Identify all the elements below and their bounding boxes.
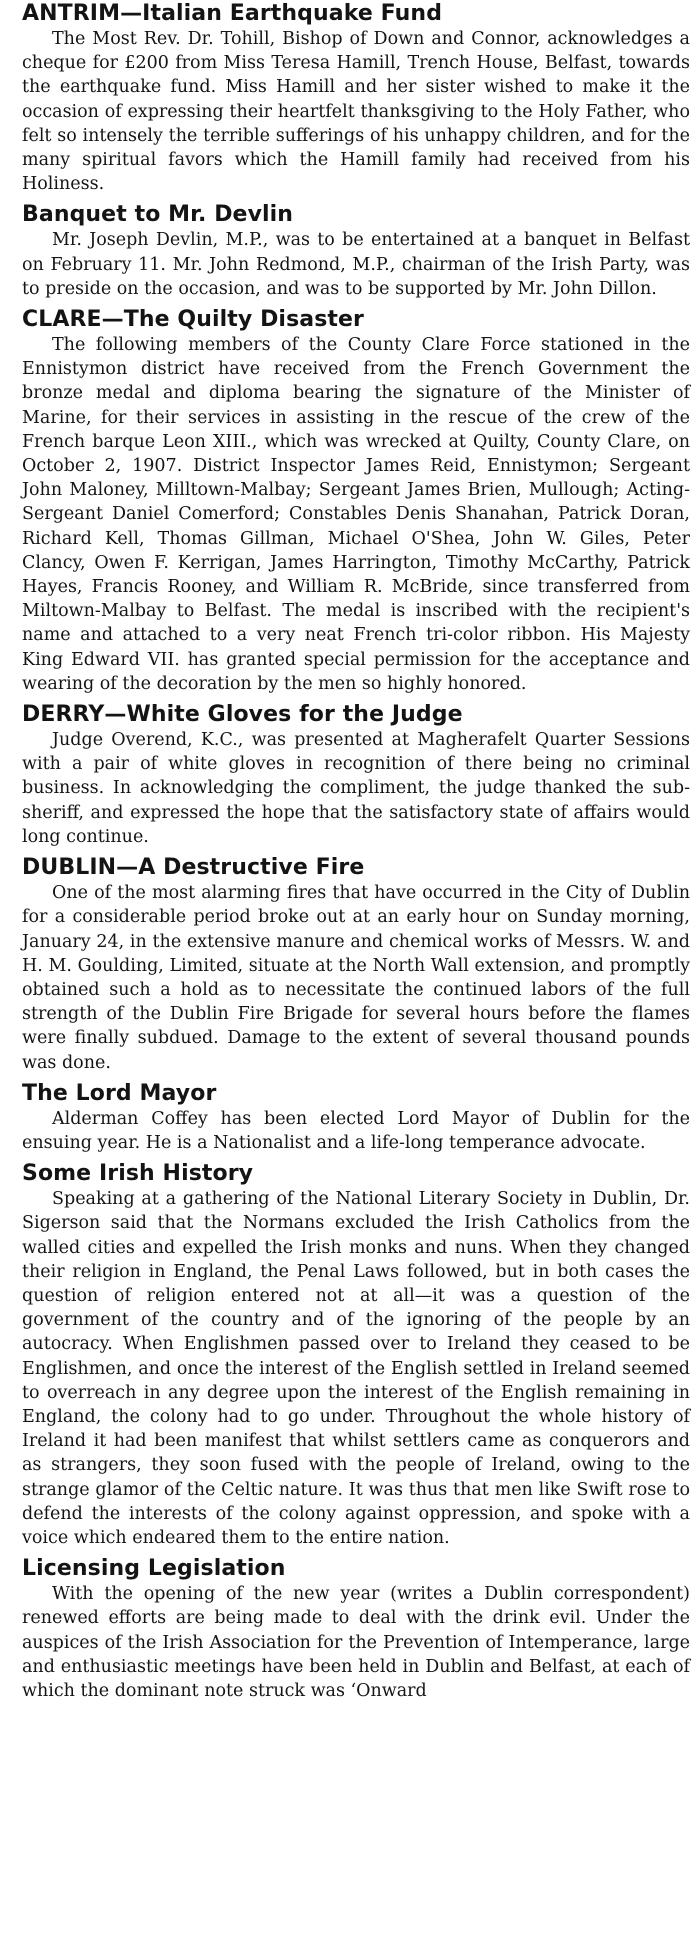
article-irish-history [22, 1160, 690, 1550]
article-headline: Banquet to Mr. Devlin [22, 202, 294, 228]
article-clare [22, 306, 690, 696]
article-headline: Some Irish History [22, 1161, 254, 1187]
article-derry [22, 701, 690, 849]
article-headline: Licensing Legislation [22, 1556, 286, 1582]
article-dublin-fire [22, 854, 690, 1075]
article-headline: ANTRIM—Italian Earthquake Fund [22, 1, 443, 26]
article-headline: CLARE—The Quilty Disaster [22, 307, 364, 333]
article-body: With the opening of the new year (writes a Dublin correspondent) renewed efforts are being made to deal with the drink evil. Under the auspices of the Irish Association for the Prevention of Intemperance, large and enthusiastic meetings have been held in Dublin and Belfast, at each of which the dominant note struck was ‘Onward [22, 1584, 690, 1701]
article-body: Mr. Joseph Devlin, M.P., was to be entertained at a banquet in Belfast on February 11. Mr. John Redmond, M.P., chairman of the Irish Party, was to preside on the occasion, and was to be supported by Mr. John Dillon. [22, 230, 690, 299]
article-body: The Most Rev. Dr. Tohill, Bishop of Down and Connor, acknowledges a cheque for £200 from Miss Teresa Hamill, Trench House, Belfast, towards the earthquake fund. Miss Hamill and her sister wished to make it the occasion of expressing their heartfelt thanksgiving to the Holy Father, who felt so intensely the terrible sufferings of his unhappy children, and for the many spiritual favors which the Hamill family had received from his Holiness. [22, 29, 690, 195]
article-body: Alderman Coffey has been elected Lord Mayor of Dublin for the ensuing year. He is a Nationalist and a life-long temperance advocate. [22, 1108, 690, 1153]
article-headline: The Lord Mayor [22, 1080, 217, 1106]
article-body: Speaking at a gathering of the National Literary Society in Dublin, Dr. Sigerson said that the Normans excluded the Irish Catholics from the walled cities and expelled the Irish monks and nuns. When they changed their religion in England, the Penal Laws followed, but in both cases the question of religion entered not at all—it was a question of the government of the country and of the ignoring of the people by an autocracy. When Englishmen passed over to Ireland they ceased to be Englishmen, and once the interest of the English settled in Ireland seemed to overreach in any degree upon the interest of the English remaining in England, the colony had to go under. Throughout the whole history of Ireland it had been manifest that whilst settlers came as conquerors and as strangers, they soon fused with the people of Ireland, owing to the strange glamor of the Celtic nature. It was thus that men like Swift rose to defend the interests of the colony against oppression, and spoke with a voice which endeared them to the entire nation. [22, 1189, 690, 1548]
article-lord-mayor [22, 1080, 690, 1155]
article-licensing [22, 1555, 690, 1703]
article-banquet [22, 201, 690, 301]
article-headline: DUBLIN—A Destructive Fire [22, 855, 365, 881]
article-body: Judge Overend, K.C., was presented at Magherafelt Quarter Sessions with a pair of white gloves in recognition of there being no criminal business. In acknowledging the compliment, the judge thanked the sub-sheriff, and expressed the hope that the satisfactory state of affairs would long continue. [22, 730, 690, 847]
article-body: The following members of the County Clare Force stationed in the Ennistymon district have received from the French Government the bronze medal and diploma bearing the signature of the Minister of Marine, for their services in assisting in the rescue of the crew of the French barque Leon XIII., which was wrecked at Quilty, County Clare, on October 2, 1907. District Inspector James Reid, Ennistymon; Sergeant John Maloney, Milltown-Malbay; Sergeant James Brien, Mullough; Acting-Sergeant Daniel Comerford; Constables Denis Shanahan, Patrick Doran, Richard Kell, Thomas Gillman, Michael O'Shea, John W. Giles, Peter Clancy, Owen F. Kerrigan, James Harrington, Timothy McCarthy, Patrick Hayes, Francis Rooney, and William R. McBride, since transferred from Miltown-Malbay to Belfast. The medal is inscribed with the recipient's name and attached to a very neat French tri-color ribbon. His Majesty King Edward VII. has granted special permission for the acceptance and wearing of the decoration by the men so highly honored. [22, 335, 690, 694]
article-body: One of the most alarming fires that have occurred in the City of Dublin for a considerable period broke out at an early hour on Sunday morning, January 24, in the extensive manure and chemical works of Messrs. W. and H. M. Goulding, Limited, situate at the North Wall extension, and promptly obtained such a hold as to necessitate the continued labors of the full strength of the Dublin Fire Brigade for several hours before the flames were finally subdued. Damage to the extent of several thousand pounds was done. [22, 883, 690, 1073]
article-antrim [22, 0, 690, 196]
article-headline: DERRY—White Gloves for the Judge [22, 702, 463, 728]
